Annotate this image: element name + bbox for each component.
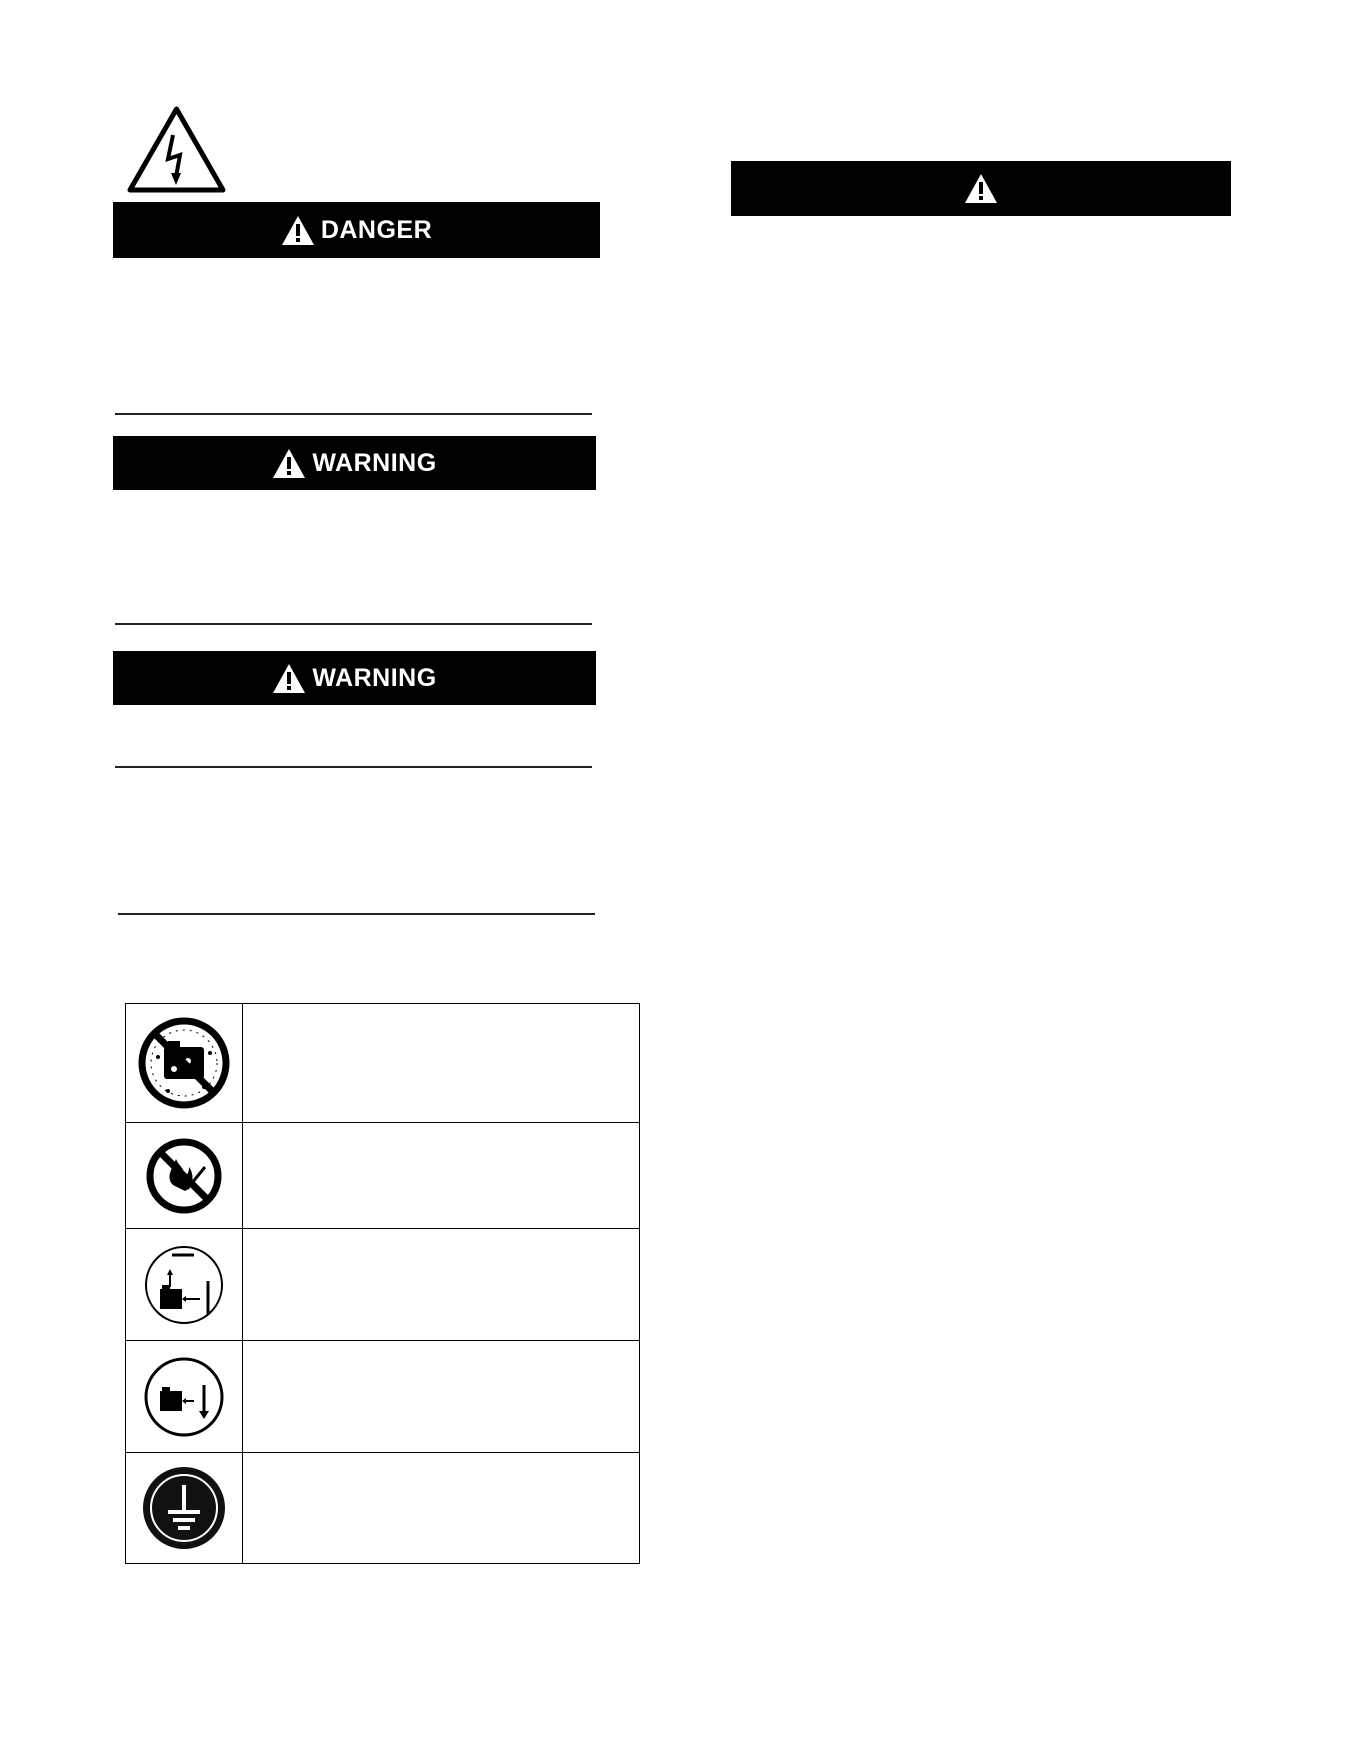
electric-shock-warning-icon — [126, 105, 227, 194]
warning-label: WARNING — [312, 448, 437, 477]
warning-banner — [113, 436, 596, 490]
exclamation-triangle-icon — [272, 663, 306, 694]
warning-label: WARNING — [312, 663, 437, 692]
symbol-cell — [126, 1453, 243, 1564]
fuel-can-distance-icon — [142, 1243, 226, 1327]
ground-earth-icon — [141, 1465, 227, 1551]
symbol-description — [242, 1453, 640, 1564]
symbol-description — [242, 1229, 640, 1341]
exclamation-triangle-icon — [964, 173, 998, 204]
section-divider — [115, 413, 592, 415]
fuel-can-ground-icon — [142, 1355, 226, 1439]
symbol-description — [242, 1123, 640, 1229]
exclamation-triangle-icon — [281, 215, 315, 246]
table-row — [126, 1453, 640, 1564]
danger-label: DANGER — [320, 215, 433, 244]
table-row — [126, 1229, 640, 1341]
safety-symbol-table — [125, 1003, 640, 1564]
symbol-description — [242, 1004, 640, 1123]
section-divider — [118, 913, 595, 915]
no-smoking-fire-icon — [143, 1137, 225, 1215]
caution-banner — [731, 161, 1231, 216]
symbol-cell — [126, 1123, 243, 1229]
symbol-cell — [126, 1004, 243, 1123]
table-row — [126, 1004, 640, 1123]
section-divider — [115, 623, 592, 625]
no-water-fuel-can-icon — [138, 1017, 230, 1109]
symbol-description — [242, 1341, 640, 1453]
table-row — [126, 1341, 640, 1453]
danger-banner — [113, 202, 600, 258]
symbol-cell — [126, 1229, 243, 1341]
symbol-cell — [126, 1341, 243, 1453]
exclamation-triangle-icon — [272, 448, 306, 479]
warning-banner — [113, 651, 596, 705]
section-divider — [115, 766, 592, 768]
table-row — [126, 1123, 640, 1229]
